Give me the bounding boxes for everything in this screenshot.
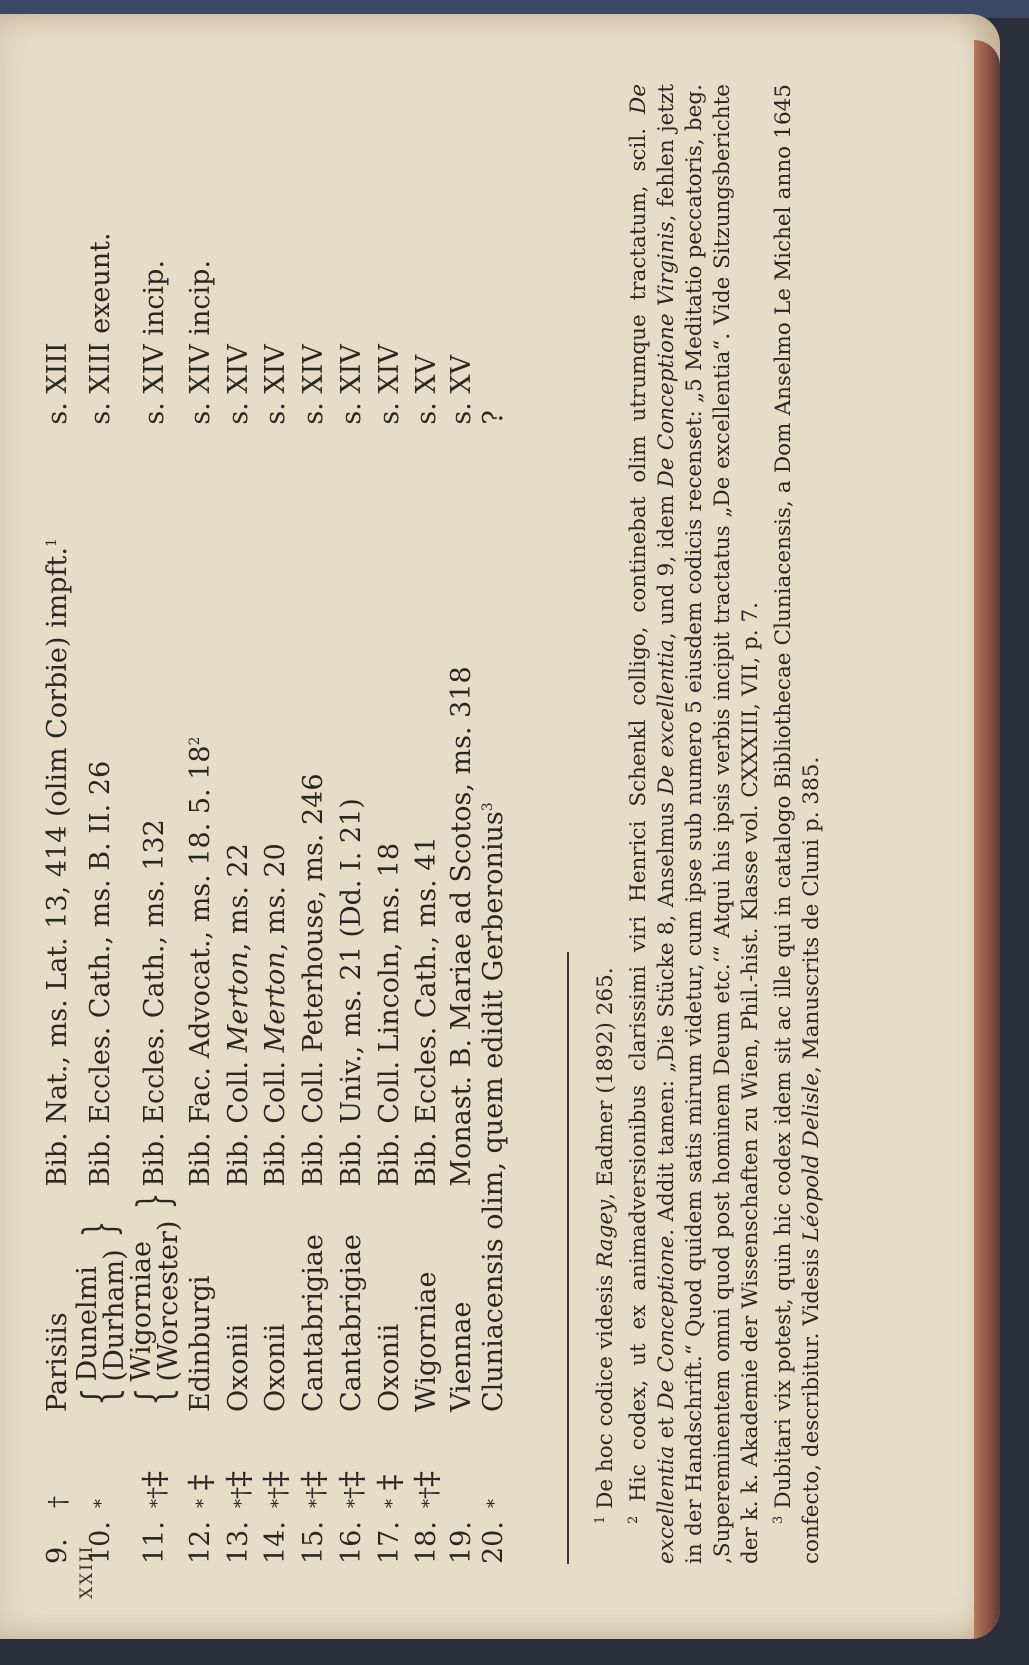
college-name: Merton: [260, 951, 292, 1053]
library-cell: Monast. B. Mariae ad Scotos, ms. 318: [446, 666, 478, 1187]
asterisk-icon: *: [90, 1499, 112, 1508]
library-prefix: Bib. Coll.: [260, 1052, 292, 1187]
footnote-ref: 2: [186, 736, 203, 746]
footnote-3: [765, 84, 826, 1564]
asterisk-icon: *: [305, 1499, 327, 1508]
table-row: [333, 163, 371, 1564]
mark-cell: [257, 1412, 295, 1508]
double-dagger-icon: ‡: [134, 1471, 173, 1487]
asterisk-icon: *: [343, 1499, 365, 1508]
footnote-text: et: [654, 1409, 680, 1446]
place-cell: [478, 425, 510, 1412]
place-cell: Cantabrigiae: [298, 1234, 330, 1412]
college-name: Merton: [222, 951, 254, 1053]
library-cell: [182, 425, 220, 1187]
mark-cell: [128, 1412, 182, 1508]
row-number: 10.: [84, 1521, 116, 1564]
mark-cell: [182, 1412, 220, 1508]
table-row: [295, 163, 333, 1564]
library-cell: Bib. Univ., ms. 21 (Dd. I. 21): [335, 798, 367, 1187]
dagger-icon: †: [302, 1487, 331, 1499]
library-text: Bib. Fac. Advocat., ms. 18. 5. 18: [184, 745, 216, 1187]
library-cell: [257, 425, 295, 1187]
table-row: [42, 163, 74, 1564]
date-cell: s. XIII: [42, 342, 73, 425]
mark-cell: [42, 1412, 74, 1508]
asterisk-icon: *: [230, 1499, 252, 1508]
library-suffix: , ms. 20: [260, 843, 292, 952]
row-number: 19.: [446, 1521, 478, 1564]
row-number: 11.: [138, 1521, 170, 1564]
double-dagger-icon: ‡: [180, 1474, 219, 1491]
footnote-italic: De Conceptione Virginis: [654, 221, 680, 488]
right-brace-icon: }: [75, 1220, 127, 1238]
asterisk-icon: *: [419, 1499, 441, 1508]
footnote-text: , fehlen jetzt in der Handschrift.“ Quod quidem satis mirum videtur, cum ipse sub numero 5 eiusdem codicis recenset: „5 Meditatio peccatoris, beg. ‚Supereminentem omni quod post hominem Deum etc.‘“ Atqui his ipsis verbis incipit tractatus „De excellentia“. Vide Sitzungsberichte der k. k. Akademie der Wissenschaften zu Wien, Phil.-hist. Klasse vol. CXXXIII, VII, p. 7.: [654, 84, 764, 1564]
place-text: Cluniacensis olim, quem edidit Gerberonius: [477, 811, 509, 1412]
date-cell: ?: [477, 410, 509, 425]
book-page: [0, 14, 1000, 1639]
date-cell: s. XV: [411, 354, 443, 425]
double-dagger-icon: ‡: [218, 1471, 257, 1487]
place-cell: [71, 1187, 130, 1412]
footnote-italic: Léopold Delisle: [799, 1072, 825, 1242]
row-number: 18.: [411, 1521, 443, 1564]
mark-cell: [446, 1412, 478, 1508]
mark-cell: [220, 1412, 258, 1508]
double-dagger-icon: ‡: [256, 1471, 295, 1487]
library-text: Bib. Nat., ms. Lat. 13, 414 (olim Corbie) impft.: [42, 547, 73, 1187]
place-line: Wigorniae: [125, 1240, 157, 1382]
library-cell: Bib. Coll. Lincoln, ms. 18: [373, 842, 405, 1187]
place-line: (Durham): [98, 1249, 130, 1382]
date-cell: s. XIV incip.: [184, 259, 216, 425]
footnote-ref: 1: [44, 538, 60, 548]
row-number: 15.: [298, 1521, 330, 1564]
table-row: [371, 163, 409, 1564]
table-row: [408, 163, 446, 1564]
library-cell: Bib. Eccles. Cath., ms. 41: [411, 836, 443, 1187]
place-cell: Wigorniae: [411, 1271, 443, 1412]
asterisk-icon: *: [146, 1499, 168, 1508]
asterisk-icon: *: [268, 1499, 290, 1508]
place-line: (Worcester): [152, 1220, 184, 1382]
footnote-text: Dubitari vix potest, quin hic codex idem sit ac ille qui in catalogo Bibliothecae Cluniacensis, a Dom Anselmo Le Michel anno 1645 confecto, describitur. Videsis: [771, 84, 825, 1564]
place-cell: Oxonii: [222, 1323, 254, 1412]
footnote-2: [620, 84, 765, 1564]
row-number: 20.: [477, 1521, 509, 1564]
dagger-icon: †: [142, 1487, 171, 1499]
library-prefix: Bib. Coll.: [222, 1052, 254, 1187]
date-cell: s. XIV incip.: [138, 259, 170, 425]
footnotes: [587, 84, 826, 1564]
row-number: 16.: [335, 1521, 367, 1564]
left-brace-icon: {: [72, 1387, 129, 1406]
mark-cell: [371, 1412, 409, 1508]
mark-cell: [478, 1412, 510, 1508]
dagger-icon: †: [226, 1487, 255, 1499]
left-brace-icon: {: [126, 1387, 183, 1406]
footnote-1: [587, 84, 620, 1564]
footnote-ref: 3: [479, 802, 496, 812]
library-cell: Bib. Eccles. Cath., ms. B. II. 26: [84, 760, 116, 1187]
place-cell: Oxonii: [373, 1323, 405, 1412]
table-row: [446, 163, 478, 1564]
mark-cell: [74, 1412, 128, 1508]
footnote-italic: De Conceptione.: [654, 1228, 680, 1410]
mark-cell: [295, 1412, 333, 1508]
date-cell: s. XIV: [373, 344, 405, 425]
footnote-text: , Eadmer (1892) 265.: [593, 967, 619, 1200]
asterisk-icon: *: [381, 1499, 403, 1508]
row-number: 13.: [222, 1521, 254, 1564]
table-row: [74, 163, 128, 1564]
library-cell: Bib. Eccles. Cath., ms. 132: [138, 819, 170, 1187]
place-line: Dunelmi: [71, 1266, 103, 1382]
footnote-number: 3: [771, 1515, 787, 1524]
row-number: 9.: [42, 1538, 73, 1564]
place-cell: Edinburgi: [184, 1275, 216, 1412]
footnote-number: 2: [626, 1515, 642, 1524]
rotated-page-content: [42, 14, 1000, 1599]
manuscript-table: [42, 163, 510, 1564]
library-cell: [42, 425, 74, 1187]
footnote-text: , und 9, idem: [654, 487, 680, 640]
date-cell: s. XIV: [222, 344, 254, 425]
footnote-number: 1: [593, 1515, 608, 1524]
date-cell: s. XIV: [260, 344, 292, 425]
footnote-text: Hic codex, ut ex animadversionibus clarissimi viri Henrici Schenkl colligo, continebat olim utrumque tractatum, scil.: [626, 113, 652, 1502]
date-cell: s. XIII exeunt.: [84, 232, 116, 425]
dagger-icon: †: [339, 1487, 368, 1499]
row-number: 17.: [373, 1521, 405, 1564]
asterisk-icon: *: [483, 1499, 505, 1508]
footnote-rule: [567, 952, 569, 1564]
table-row: [257, 163, 295, 1564]
double-dagger-icon: ‡: [369, 1474, 408, 1491]
table-row: [478, 163, 510, 1564]
dagger-icon: †: [44, 1496, 72, 1508]
place-cell: Cantabrigiae: [335, 1234, 367, 1412]
library-suffix: , ms. 22: [222, 843, 254, 952]
footnote-italic: De excellentia: [626, 84, 680, 1564]
footnote-text: Addit tamen: „Die Stücke 8, Anselmus: [654, 794, 680, 1229]
mark-cell: [333, 1412, 371, 1508]
place-cell: [125, 1187, 184, 1412]
mark-cell: [408, 1412, 446, 1508]
date-cell: s. XIV: [335, 344, 367, 425]
library-cell: [220, 425, 258, 1187]
table-row: [220, 163, 258, 1564]
footnote-italic: Ragey: [593, 1199, 619, 1268]
footnote-italic: De excellentia: [654, 639, 680, 795]
double-dagger-icon: ‡: [331, 1471, 370, 1487]
date-cell: s. XIV: [298, 344, 330, 425]
double-dagger-icon: ‡: [294, 1471, 333, 1487]
row-number: 14.: [260, 1521, 292, 1564]
place-cell: Parisiis: [42, 1312, 73, 1412]
table-row: [128, 163, 182, 1564]
footnote-text: , Manuscrits de Cluni p. 385.: [799, 756, 825, 1073]
page-number: XXIII: [77, 1544, 97, 1599]
library-cell: Bib. Coll. Peterhouse, ms. 246: [298, 773, 330, 1187]
place-cell: Oxonii: [260, 1323, 292, 1412]
date-cell: s. XV: [446, 354, 478, 425]
asterisk-icon: *: [192, 1499, 214, 1508]
row-number: 12.: [184, 1521, 216, 1564]
table-row: [182, 163, 220, 1564]
dagger-icon: †: [415, 1487, 444, 1499]
right-brace-icon: }: [129, 1192, 181, 1210]
double-dagger-icon: ‡: [407, 1471, 446, 1487]
place-cell: Viennae: [446, 1301, 478, 1412]
footnote-text: De hoc codice videsis: [593, 1267, 619, 1509]
dagger-icon: †: [264, 1487, 293, 1499]
